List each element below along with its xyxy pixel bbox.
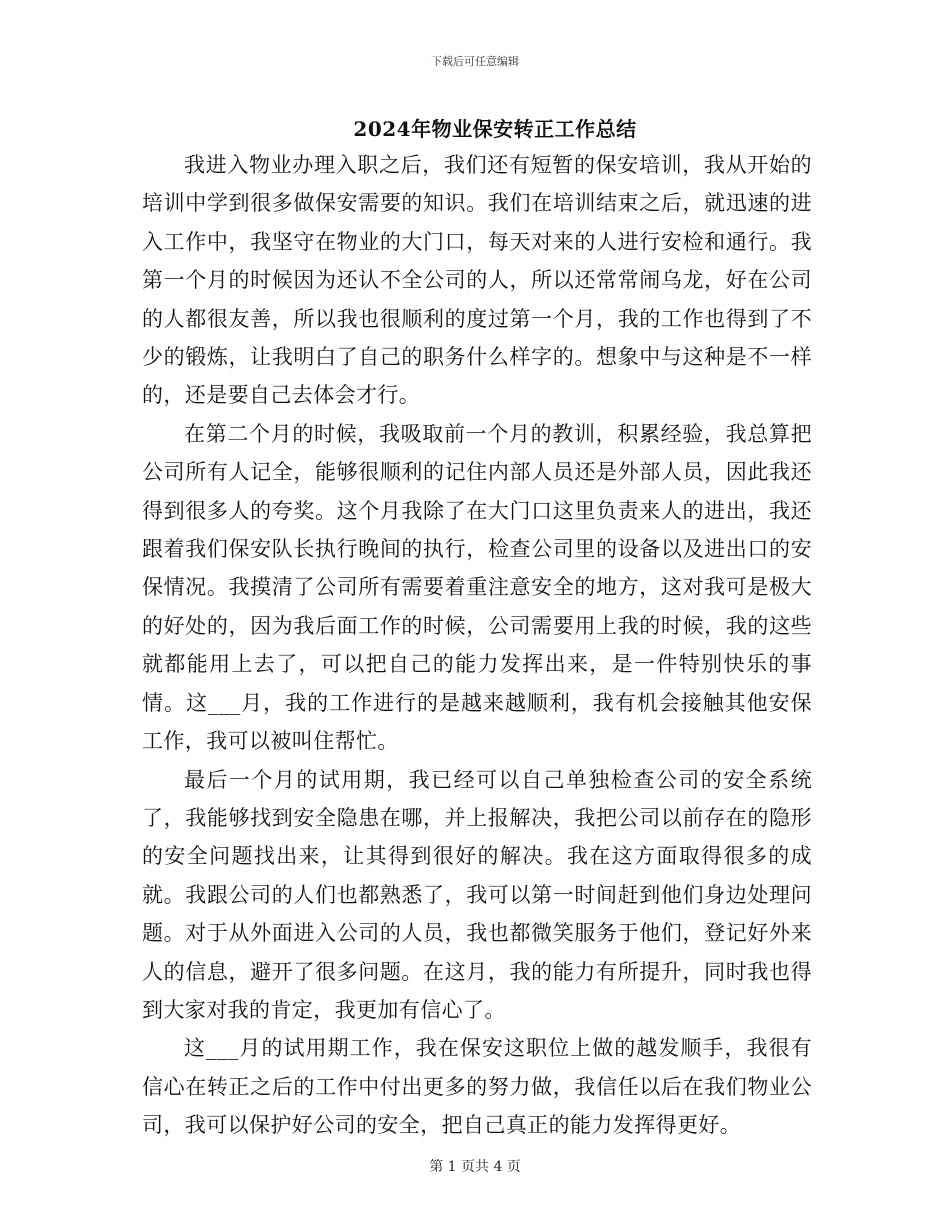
document-title: 2024年物业保安转正工作总结 [353,117,637,141]
header-note: 下载后可任意编辑 [431,55,519,68]
page-number: 第 1 页共 4 页 [429,1159,521,1175]
paragraph-3: 最后一个月的试用期，我已经可以自己单独检查公司的安全系统了，我能够找到安全隐患在哪，并上报解决，我把公司以前存在的隐形的安全问题找出来，让其得到很好的解决。我在这方面取得很多的成就。我跟公司的人们也都熟悉了，我可以第一时间赶到他们身边处理问题。对于从外面进入公司的人员，我也都微笑服务于他们，登记好外来人的信息，避开了很多问题。在这月，我的能力有所提升，同时我也得到大家对我的肯定，我更加有信心了。 [142,767,812,1022]
document-body [142,146,812,1145]
paragraph-2: 在第二个月的时候，我吸取前一个月的教训，积累经验，我总算把公司所有人记全，能够很顺利的记住内部人员还是外部人员，因此我还得到很多人的夸奖。这个月我除了在大门口这里负责来人的进出，我还跟着我们保安队长执行晚间的执行，检查公司里的设备以及进出口的安保情况。我摸清了公司所有需要着重注意安全的地方，这对我可是极大的好处的，因为我后面工作的时候，公司需要用上我的时候，我的这些就都能用上去了，可以把自己的能力发挥出来，是一件特别快乐的事情。这___月，我的工作进行的是越来越顺利，我有机会接触其他安保工作，我可以被叫住帮忙。 [142,421,812,754]
paragraph-1: 我进入物业办理入职之后，我们还有短暂的保安培训，我从开始的培训中学到很多做保安需要的知识。我们在培训结束之后，就迅速的进入工作中，我坚守在物业的大门口，每天对来的人进行安检和通行。我第一个月的时候因为还认不全公司的人，所以还常常闹乌龙，好在公司的人都很友善，所以我也很顺利的度过第一个月，我的工作也得到了不少的锻炼，让我明白了自己的职务什么样字的。想象中与这种是不一样的，还是要自己去体会才行。 [142,153,812,408]
paragraph-4: 这___月的试用期工作，我在保安这职位上做的越发顺手，我很有信心在转正之后的工作中付出更多的努力做，我信任以后在我们物业公司，我可以保护好公司的安全，把自己真正的能力发挥得更好。 [142,1036,812,1138]
